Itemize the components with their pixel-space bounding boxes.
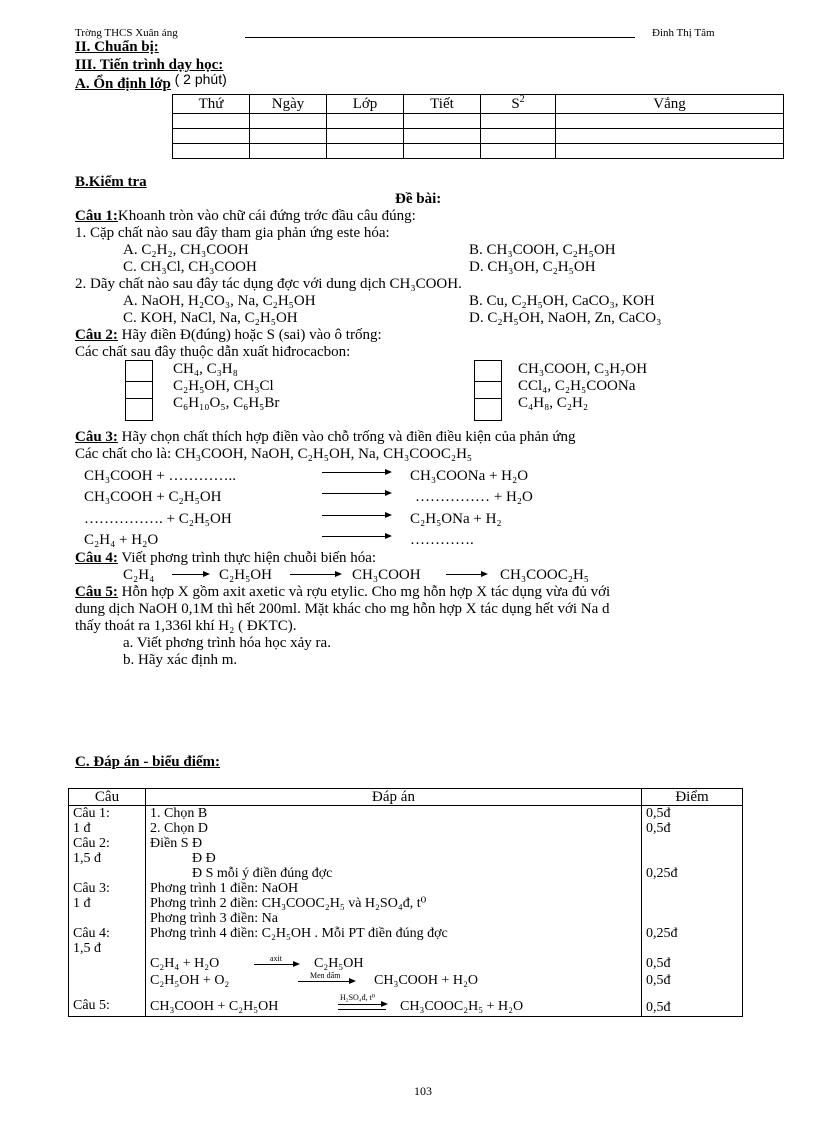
- col-s: $S^2$: [481, 95, 556, 114]
- exam-title: Đề bài:: [395, 191, 442, 207]
- q3-r1-left: CH₃COOH + …………..: [84, 468, 237, 484]
- chain-arrow: [290, 574, 340, 575]
- eq3-points: 0,5đ: [642, 990, 743, 1017]
- attendance-row: [173, 129, 784, 144]
- q3-sub: Các chất cho là: CH₃COOH, NaOH, C₂H₅OH, Na, CH₃COOC₂H₅: [75, 446, 473, 462]
- chain-arrow: [172, 574, 208, 575]
- q2-box-right-3[interactable]: [474, 398, 502, 421]
- q3-r3-right: C₂H₅ONa + H₂: [410, 511, 502, 527]
- q4-line: [75, 551, 376, 566]
- reaction-arrow: [322, 515, 390, 516]
- ans-row: Câu 2: Điền S Đ: [69, 836, 743, 851]
- q2-left-1: CH₄, C₃H₈: [173, 361, 238, 377]
- q2-left-2: C₂H₅OH, CH₃Cl: [173, 378, 274, 394]
- q5-line3: thấy thoát ra 1,336l khí H₂ ( ĐKTC).: [75, 618, 297, 634]
- ans-row: Câu 3: Phơng trình 1 điền: NaOH: [69, 881, 743, 896]
- stabilize-time: ( 2 phút): [174, 71, 227, 87]
- q3-r2-right: …………… + H₂O: [415, 489, 533, 505]
- q3-r2-left: CH₃COOH + C₂H₅OH: [84, 489, 222, 505]
- col-ngay: Ngày: [250, 95, 327, 114]
- eq3-q: Câu 5:: [69, 990, 146, 1017]
- eq3-arrow-back: [338, 1009, 386, 1010]
- q1-opt-d: D. CH₃OH, C₂H₅OH: [469, 259, 596, 275]
- q2-right-3: C₄H₈, C₂H₂: [518, 395, 589, 411]
- q3-r4-right: ………….: [410, 532, 474, 548]
- page-number: 103: [414, 1084, 432, 1098]
- eq1-cond: axit: [270, 954, 282, 963]
- attendance-table: [172, 94, 784, 159]
- ans-row: Đ S mỗi ý điền đúng đợc 0,25đ: [69, 866, 743, 881]
- ans-row: 1,5 đ: [69, 941, 743, 956]
- ans-row-eq2: [69, 973, 743, 990]
- header-teacher: Đinh Thị Tâm: [652, 27, 715, 39]
- ans-col-p: Điểm: [642, 789, 743, 806]
- answer-table: [68, 788, 743, 1017]
- q2-box-right-1[interactable]: [474, 360, 502, 383]
- section-process: III. Tiến trình dạy học:: [75, 57, 224, 73]
- eq3-cond: H₂SO₄đ, t⁰: [340, 993, 376, 1002]
- reaction-arrow: [322, 493, 390, 494]
- answer-title: C. Đáp án - biểu điểm:: [75, 754, 221, 770]
- section-prep: II. Chuẩn bị:: [75, 39, 159, 55]
- q4-prompt: Viết phơng trình thực hiện chuỗi biến hóa:: [121, 550, 377, 566]
- eq2-left: C₂H₅OH + O₂: [150, 973, 230, 988]
- q5-label: Câu 5:: [75, 584, 118, 600]
- q1-opt2-c: C. KOH, NaCl, Na, C₂H₅OH: [123, 310, 298, 326]
- q1-opt2-b: B. Cu, C₂H₅OH, CaCO₃, KOH: [469, 293, 655, 309]
- reaction-arrow: [322, 536, 390, 537]
- q4-label: Câu 4:: [75, 550, 118, 566]
- q1-opt-b: B. CH₃COOH, C₂H₅OH: [469, 242, 616, 258]
- eq3-left: CH₃COOH + C₂H₅OH: [150, 999, 279, 1014]
- q2-line: [75, 328, 382, 343]
- q2-sub: Các chất sau đây thuộc dẫn xuất hiđrocacbon:: [75, 344, 351, 360]
- q3-prompt: Hãy chọn chất thích hợp điền vào chỗ trống và điền điều kiện của phản ứng: [121, 429, 576, 445]
- ans-row: 1,5 đ Đ Đ: [69, 851, 743, 866]
- q5-line2: dung dịch NaOH 0,1M thì hết 200ml. Mặt khác cho mg hỗn hợp X tác dụng hết với Na d: [75, 601, 610, 617]
- q1-opt2-a: A. NaOH, H₂CO₃, Na, C₂H₅OH: [123, 293, 316, 309]
- eq3-right: CH₃COOC₂H₅ + H₂O: [400, 999, 524, 1014]
- section-stabilize: [75, 71, 227, 92]
- q3-r1-right: CH₃COONa + H₂O: [410, 468, 529, 484]
- eq1-right: C₂H₅OH: [314, 956, 364, 971]
- q3-line: [75, 430, 576, 445]
- q5-part-b: b. Hãy xác định m.: [123, 652, 238, 668]
- q2-box-left-3[interactable]: [125, 398, 153, 421]
- eq2-points: 0,5đ: [642, 973, 743, 990]
- q5-part-a: a. Viết phơng trình hóa học xảy ra.: [123, 635, 331, 651]
- q1-item2: 2. Dãy chất nào sau đây tác dụng đợc với dung dịch CH₃COOH.: [75, 276, 462, 292]
- ans-row: Phơng trình 3 điền: Na: [69, 911, 743, 926]
- q1-opt-a: A. C₂H₂, CH₃COOH: [123, 242, 249, 258]
- eq1-arrow: [254, 964, 298, 965]
- col-vang: Vắng: [556, 95, 784, 114]
- q5-line1: [75, 585, 610, 600]
- ans-row: Câu 1: 1. Chọn B 0,5đ: [69, 806, 743, 822]
- q1-item1: 1. Cặp chất nào sau đây tham gia phản ứng este hóa:: [75, 225, 390, 241]
- q1-opt2-d: D. C₂H₅OH, NaOH, Zn, CaCO₃: [469, 310, 662, 326]
- q5-text1: Hỗn hợp X gồm axit axetic và rợu etylic. Cho mg hỗn hợp X tác dụng vừa đủ với: [121, 584, 611, 600]
- ans-col-q: Câu: [69, 789, 146, 806]
- ans-row: Câu 4: Phơng trình 4 điền: C₂H₅OH . Mỗi PT điền đúng đợc 0,25đ: [69, 926, 743, 941]
- col-thu: Thứ: [173, 95, 250, 114]
- ans-row: 1 đ Phơng trình 2 điền: CH₃COOC₂H₅ và H₂SO₄đ, t⁰: [69, 896, 743, 911]
- header-rule: [245, 37, 635, 38]
- attendance-row: [173, 114, 784, 129]
- eq3-arrow-forward: [338, 1004, 386, 1005]
- col-tiet: Tiết: [404, 95, 481, 114]
- eq2-arrow: [298, 981, 354, 982]
- header-school: Trờng THCS Xuân áng: [75, 27, 178, 39]
- q4-chain-4: CH₃COOC₂H₅: [500, 567, 590, 583]
- reaction-arrow: [322, 472, 390, 473]
- chain-arrow: [446, 574, 486, 575]
- eq2-right: CH₃COOH + H₂O: [374, 973, 478, 988]
- section-check: B.Kiểm tra: [75, 174, 147, 190]
- q2-box-left-1[interactable]: [125, 360, 153, 383]
- q3-r3-left: ……………. + C₂H₅OH: [84, 511, 232, 527]
- q2-left-3: C₆H₁₀O₅, C₆H₅Br: [173, 395, 280, 411]
- eq1-points: 0,5đ: [642, 956, 743, 973]
- q2-prompt: Hãy điền Đ(đúng) hoặc S (sai) vào ô trống:: [121, 327, 382, 343]
- q4-chain-2: C₂H₅OH: [219, 567, 272, 583]
- eq2-cond: Men dấm: [310, 971, 341, 980]
- q3-r4-left: C₂H₄ + H₂O: [84, 532, 159, 548]
- q1-line: [75, 209, 416, 224]
- ans-col-a: Đáp án: [146, 789, 642, 806]
- attendance-row: [173, 144, 784, 159]
- ans-row-eq1: [69, 956, 743, 973]
- ans-row-eq3: [69, 990, 743, 1017]
- q4-chain-1: C₂H₄: [123, 567, 155, 583]
- q1-prompt: Khoanh tròn vào chữ cái đứng trớc đầu câu đúng:: [117, 208, 416, 224]
- stabilize-label: A. Ổn định lớp: [75, 76, 171, 92]
- ans-row: 1 đ 2. Chọn D 0,5đ: [69, 821, 743, 836]
- col-lop: Lớp: [327, 95, 404, 114]
- q2-right-2: CCl₄, C₂H₅COONa: [518, 378, 636, 394]
- q2-label: Câu 2:: [75, 327, 118, 343]
- q4-chain-3: CH₃COOH: [352, 567, 421, 583]
- q1-opt-c: C. CH₃Cl, CH₃COOH: [123, 259, 257, 275]
- q3-label: Câu 3:: [75, 429, 118, 445]
- eq1-left: C₂H₄ + H₂O: [150, 956, 220, 971]
- q2-right-1: CH₃COOH, C₃H₇OH: [518, 361, 648, 377]
- q1-label: Câu 1:: [75, 208, 118, 224]
